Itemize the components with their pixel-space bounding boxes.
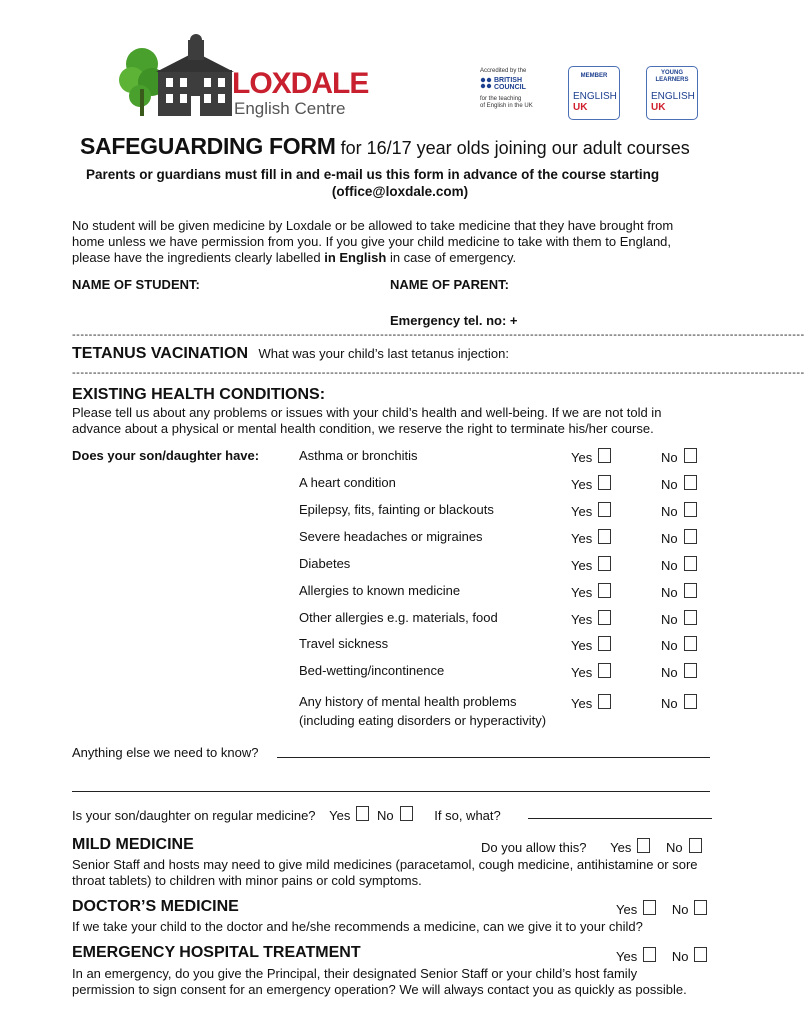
health-paragraph: Please tell us about any problems or issues with your child’s health and well-being. If we are not told in advance about a physical or mental health condition, we reserve the right to terminate his/her course. bbox=[72, 405, 662, 436]
health-heading: EXISTING HEALTH CONDITIONS: bbox=[72, 386, 326, 403]
regular-medicine-no-checkbox[interactable] bbox=[400, 806, 413, 821]
condition-row bbox=[0, 636, 770, 654]
condition-yes: Yes bbox=[571, 583, 611, 601]
condition-label: Asthma or bronchitis bbox=[299, 448, 418, 463]
tetanus-heading: TETANUS VACINATION bbox=[72, 345, 248, 362]
title-rest: for 16/17 year olds joining our adult courses bbox=[335, 138, 690, 158]
regular-medicine-what-line[interactable] bbox=[528, 818, 712, 819]
doctor-medicine-heading: DOCTOR’S MEDICINE bbox=[72, 898, 239, 915]
condition-yes: Yes bbox=[571, 529, 611, 547]
condition-yes-checkbox[interactable] bbox=[598, 636, 611, 651]
condition-no-checkbox[interactable] bbox=[684, 583, 697, 598]
condition-yes: Yes bbox=[571, 475, 611, 493]
condition-label: A heart condition bbox=[299, 475, 396, 490]
condition-yes-checkbox[interactable] bbox=[598, 502, 611, 517]
condition-yes: Yes bbox=[571, 694, 611, 712]
condition-yes-checkbox[interactable] bbox=[598, 529, 611, 544]
condition-yes-checkbox[interactable] bbox=[598, 475, 611, 490]
emergency-paragraph: In an emergency, do you give the Principal, their designated Senior Staff or your child’s host family permission to sign consent for an emergency operation? We will always contact you as quickly as possible. bbox=[72, 966, 687, 997]
emergency-tel-label: Emergency tel. no: + bbox=[390, 313, 518, 328]
condition-label: Bed-wetting/incontinence bbox=[299, 663, 445, 678]
condition-no-checkbox[interactable] bbox=[684, 636, 697, 651]
condition-label: Epilepsy, fits, fainting or blackouts bbox=[299, 502, 494, 517]
condition-label: Allergies to known medicine bbox=[299, 583, 461, 598]
doctor-medicine-yes-checkbox[interactable] bbox=[643, 900, 656, 915]
intro-email: (office@loxdale.com) bbox=[331, 184, 469, 199]
anything-else-line-2[interactable] bbox=[72, 791, 710, 792]
condition-yes: Yes bbox=[571, 663, 611, 681]
condition-no-checkbox[interactable] bbox=[684, 475, 697, 490]
emergency-heading: EMERGENCY HOSPITAL TREATMENT bbox=[72, 944, 361, 961]
condition-yes-checkbox[interactable] bbox=[598, 448, 611, 463]
mild-medicine-question: Do you allow this? Yes No bbox=[481, 838, 702, 856]
logo-name: LOXDALE bbox=[232, 67, 369, 100]
condition-row bbox=[0, 556, 770, 574]
condition-no-checkbox[interactable] bbox=[684, 502, 697, 517]
condition-no: No bbox=[661, 636, 697, 654]
condition-no: No bbox=[661, 556, 697, 574]
condition-row bbox=[0, 610, 770, 628]
anything-else-line[interactable] bbox=[277, 757, 710, 758]
condition-row bbox=[0, 502, 770, 520]
loxdale-logo bbox=[120, 34, 370, 120]
condition-no: No bbox=[661, 448, 697, 466]
emergency-yes-checkbox[interactable] bbox=[643, 947, 656, 962]
regular-medicine-yes-checkbox[interactable] bbox=[356, 806, 369, 821]
condition-yes: Yes bbox=[571, 636, 611, 654]
doctor-medicine-options: Yes No bbox=[616, 900, 707, 918]
condition-row bbox=[0, 529, 770, 547]
emergency-options: Yes No bbox=[616, 947, 707, 965]
condition-no: No bbox=[661, 475, 697, 493]
page-title bbox=[80, 133, 690, 160]
condition-label: Diabetes bbox=[299, 556, 351, 571]
condition-label: Travel sickness bbox=[299, 636, 389, 651]
condition-yes-checkbox[interactable] bbox=[598, 694, 611, 709]
condition-yes-checkbox[interactable] bbox=[598, 556, 611, 571]
condition-no: No bbox=[661, 663, 697, 681]
mild-medicine-no-checkbox[interactable] bbox=[689, 838, 702, 853]
doctor-medicine-no-checkbox[interactable] bbox=[694, 900, 707, 915]
regular-medicine-row: Is your son/daughter on regular medicine? Yes No If so, what? bbox=[72, 808, 501, 823]
condition-row bbox=[0, 694, 770, 712]
condition-label: Other allergies e.g. materials, food bbox=[299, 610, 498, 625]
doctor-medicine-paragraph: If we take your child to the doctor and he/she recommends a medicine, can we give it to your child? bbox=[72, 919, 643, 934]
english-uk-member-badge: MEMBER ENGLISH UK bbox=[568, 66, 620, 120]
tetanus-question: What was your child’s last tetanus injection: bbox=[258, 346, 509, 361]
condition-no-checkbox[interactable] bbox=[684, 610, 697, 625]
condition-yes: Yes bbox=[571, 610, 611, 628]
student-name-label: NAME OF STUDENT: bbox=[72, 277, 200, 292]
condition-no-checkbox[interactable] bbox=[684, 663, 697, 678]
condition-row bbox=[0, 663, 770, 681]
condition-no: No bbox=[661, 502, 697, 520]
condition-yes: Yes bbox=[571, 502, 611, 520]
intro-paragraph: No student will be given medicine by Loxdale or be allowed to take medicine that they have brought from home unless we have permission from you. If you give your child medicine to take with them to England, please have the ingredients clearly labelled in English in case of emergency. bbox=[72, 218, 674, 265]
condition-no: No bbox=[661, 583, 697, 601]
condition-yes-checkbox[interactable] bbox=[598, 610, 611, 625]
condition-no: No bbox=[661, 694, 697, 712]
mental-health-note: (including eating disorders or hyperactivity) bbox=[299, 713, 547, 728]
condition-row bbox=[0, 448, 770, 466]
english-uk-young-learners-badge: YOUNG LEARNERS ENGLISH UK bbox=[646, 66, 698, 120]
condition-label: Any history of mental health problems bbox=[299, 694, 517, 709]
condition-no-checkbox[interactable] bbox=[684, 556, 697, 571]
condition-row bbox=[0, 583, 770, 601]
condition-yes: Yes bbox=[571, 556, 611, 574]
mild-medicine-paragraph: Senior Staff and hosts may need to give mild medicines (paracetamol, cough medicine, antihistamine or sore throat tablets) to children with minor pains or cold symptoms. bbox=[72, 857, 698, 888]
mild-medicine-heading: MILD MEDICINE bbox=[72, 836, 194, 853]
condition-no: No bbox=[661, 529, 697, 547]
intro-instruction: Parents or guardians must fill in and e-mail us this form in advance of the course starting bbox=[86, 167, 660, 182]
british-council-logo: Accredited by the BRITISH COUNCIL for the teaching of English in the UK bbox=[480, 68, 533, 109]
condition-row bbox=[0, 475, 770, 493]
title-main: SAFEGUARDING FORM bbox=[80, 133, 336, 159]
parent-name-label: NAME OF PARENT: bbox=[390, 277, 509, 292]
mild-medicine-yes-checkbox[interactable] bbox=[637, 838, 650, 853]
separator: -------------------------------------------------------------------------------------------------------------------------------------------------------------------------------- bbox=[72, 367, 805, 379]
logo-subtitle: English Centre bbox=[234, 99, 346, 118]
condition-no-checkbox[interactable] bbox=[684, 694, 697, 709]
condition-no-checkbox[interactable] bbox=[684, 448, 697, 463]
emergency-no-checkbox[interactable] bbox=[694, 947, 707, 962]
health-question: Does your son/daughter have: bbox=[72, 448, 260, 463]
british-council-dots-icon bbox=[480, 77, 492, 89]
condition-label: Severe headaches or migraines bbox=[299, 529, 483, 544]
condition-yes-checkbox[interactable] bbox=[598, 663, 611, 678]
condition-yes-checkbox[interactable] bbox=[598, 583, 611, 598]
tetanus-section bbox=[72, 345, 509, 363]
condition-no-checkbox[interactable] bbox=[684, 529, 697, 544]
anything-else-label: Anything else we need to know? bbox=[72, 745, 259, 760]
condition-yes: Yes bbox=[571, 448, 611, 466]
separator: -------------------------------------------------------------------------------------------------------------------------------------------------------------------------------- bbox=[72, 329, 805, 341]
condition-no: No bbox=[661, 610, 697, 628]
